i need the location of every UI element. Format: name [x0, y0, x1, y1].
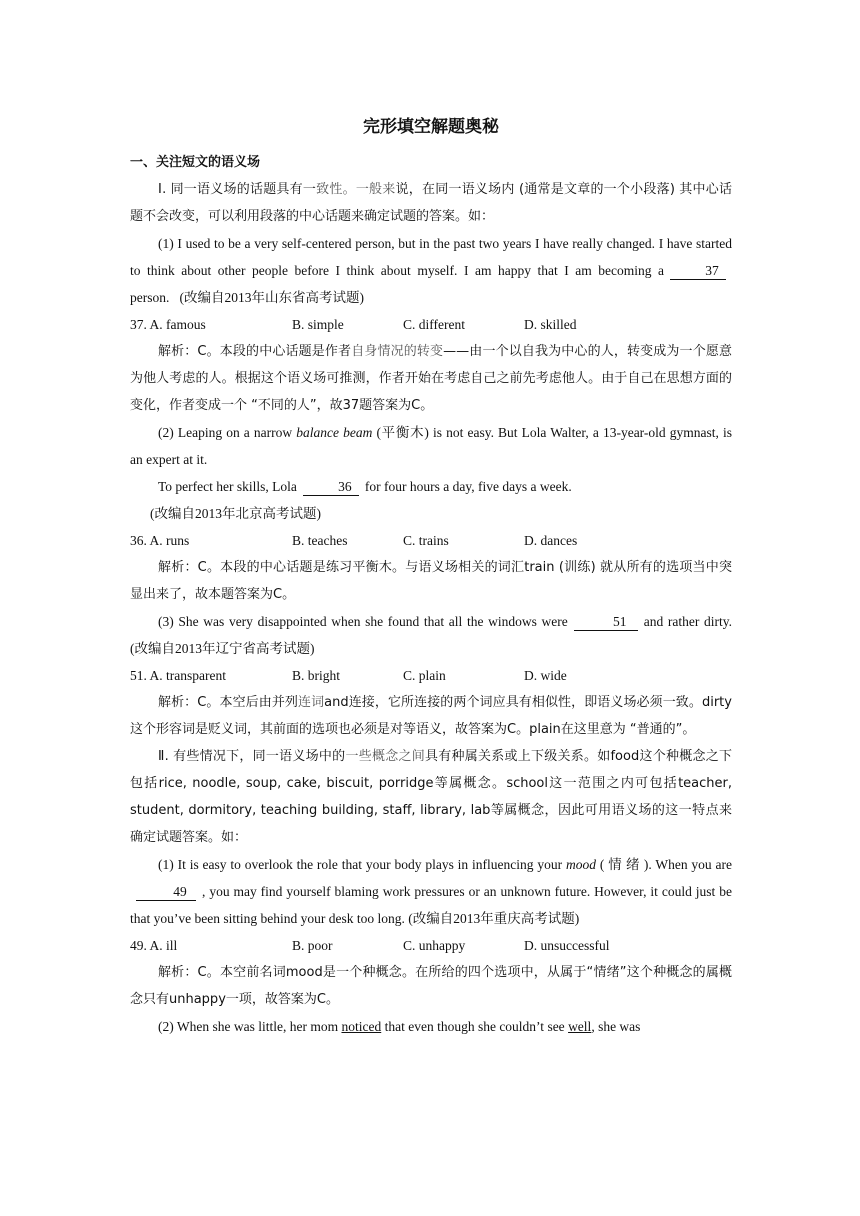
q37-passage-a: (1) I used to be a very self-centered person, but in the past two years I have really changed. I have started to think about other people before I think about myself. I am happy that I am becoming a: [130, 236, 732, 278]
q36-italic-term: balance beam: [296, 425, 373, 440]
option-b: B. teaches: [292, 533, 348, 548]
option-c: C. plain: [403, 668, 446, 683]
q49-passage-b: ( 情 绪 ). When you are: [599, 857, 733, 872]
q51-passage-b: and rather dirty. (改编自2013年辽宁省高考试题): [130, 614, 732, 656]
intro-paragraph-2: [130, 743, 732, 851]
option-b: B. bright: [292, 668, 341, 683]
q49-analysis: 解析：C。本空前名词mood是一个种概念。在所给的四个选项中，从属于“情绪”这个种概念的属概念只有unhappy一项，故答案为C。: [130, 965, 732, 1007]
q37-analysis-b: 自身情况的转变: [351, 344, 444, 359]
option-b: B. poor: [292, 938, 333, 953]
q36-blank: 36: [303, 479, 359, 496]
q51-blank: 51: [574, 614, 638, 631]
option-d: D. skilled: [524, 317, 577, 332]
q36-passage-b: (平衡木) is not easy. But Lola Walter, a 13-year-old gymnast, is an expert at it.: [130, 425, 733, 467]
option-a: 36. A. runs: [130, 533, 190, 548]
intro2-text-c: 具有种属关系或上下级关系。如food这个种概念之下包括rice, noodle, soup, cake, biscuit, porridge等属概念。school这一范围之内可包括teacher, student, dormitory, teaching building, staff, library, lab等属概念，因此可用语义场的这一特点来确定试题答案。如：: [130, 749, 732, 845]
q49-italic-term: mood: [565, 857, 596, 872]
option-a: 51. A. transparent: [130, 668, 226, 683]
q37-analysis-a: 解析：C。本段的中心话题是作者: [158, 344, 352, 359]
option-d: D. wide: [524, 668, 567, 683]
q36-line2-a: To perfect her skills, Lola: [158, 479, 297, 494]
option-d: D. dances: [524, 533, 578, 548]
q51-analysis-c: and连接，它所连接的两个词应具有相似性，即语义场必须一致。dirty这个形容词是贬义词，其前面的选项也必须是对等语义，故答案为C。plain在这里意为 “普通的”。: [130, 695, 732, 737]
intro2-text-a: Ⅱ. 有些情况下，同一语义场中的: [158, 749, 346, 764]
q51-analysis-a: 解析：C。本空后由并列: [158, 695, 298, 710]
q49-passage-c: , you may find yourself blaming work pressures or an unknown future. However, it could just be that you’ve been sitting behind your desk too long. (改编自2013年重庆高考试题): [130, 884, 732, 926]
option-c: C. trains: [403, 533, 449, 548]
page-title: 完形填空解题奥秘: [363, 117, 499, 137]
option-d: D. unsuccessful: [524, 938, 610, 953]
intro1-text-b: 致性。一般来: [316, 182, 396, 197]
option-a: 37. A. famous: [130, 317, 206, 332]
q49-blank: 49: [136, 884, 196, 901]
q36-line2-b: for four hours a day, five days a week.: [364, 479, 572, 494]
option-a: 49. A. ill: [130, 938, 178, 953]
section-heading: 一、关注短文的语义场: [130, 155, 261, 170]
q37-source: (改编自2013年山东省高考试题): [179, 290, 364, 305]
intro-paragraph-1: [130, 176, 732, 230]
q36-options: [130, 527, 732, 554]
last-passage-a: (2) When she was little, her mom: [158, 1019, 339, 1034]
intro2-text-b: 一些概念之间: [345, 749, 425, 764]
q51-options: [130, 662, 732, 689]
q51-analysis: [130, 689, 732, 743]
document-page: [130, 112, 732, 1040]
option-c: C. different: [403, 317, 465, 332]
underlined-noticed: noticed: [341, 1019, 382, 1034]
q37-analysis-c: ——由一个以自我为中心的人，转变成为一个愿意为他人考虑的人。根据这个语义场可推测，作者开始在考虑自己之前先考虑他人。由于自己在思想方面的变化，作者变成一个 “不同的人”，故37题答案为C。: [130, 344, 732, 413]
q37-passage-b: person.: [130, 290, 170, 305]
question-36-passage: [130, 419, 732, 473]
question-37-passage: [130, 230, 732, 311]
q49-passage-a: (1) It is easy to overlook the role that your body plays in influencing your: [158, 857, 563, 872]
question-last-passage: [130, 1013, 732, 1040]
q36-analysis: 解析：C。本段的中心话题是练习平衡木。与语义场相关的词汇train (训练) 就从所有的选项当中突显出来了，故本题答案为C。: [130, 560, 732, 602]
q49-options: [130, 932, 732, 959]
option-c: C. unhappy: [403, 938, 466, 953]
intro1-text-c: 说，在同一语义场内 (通常是文章的一个小段落) 其中心话题不会改变，可以利用段落的中心话题来确定试题的答案。如：: [130, 182, 732, 224]
last-passage-c: , she was: [591, 1019, 641, 1034]
q51-analysis-b: 连词: [298, 695, 325, 710]
intro1-text-a: Ⅰ. 同一语义场的话题具有一: [158, 182, 317, 197]
question-36-line2: [130, 473, 732, 500]
q37-analysis: [130, 338, 732, 419]
q36-source: (改编自2013年北京高考试题): [150, 506, 321, 521]
last-passage-b: that even though she couldn’t see: [384, 1019, 565, 1034]
q37-options: [130, 311, 732, 338]
question-51-passage: [130, 608, 732, 662]
question-49-passage: [130, 851, 732, 932]
q36-passage-a: (2) Leaping on a narrow: [158, 425, 293, 440]
q37-blank: 37: [670, 263, 726, 280]
q51-passage-a: (3) She was very disappointed when she found that all the windows were: [158, 614, 568, 629]
underlined-well: well: [568, 1019, 592, 1034]
option-b: B. simple: [292, 317, 344, 332]
